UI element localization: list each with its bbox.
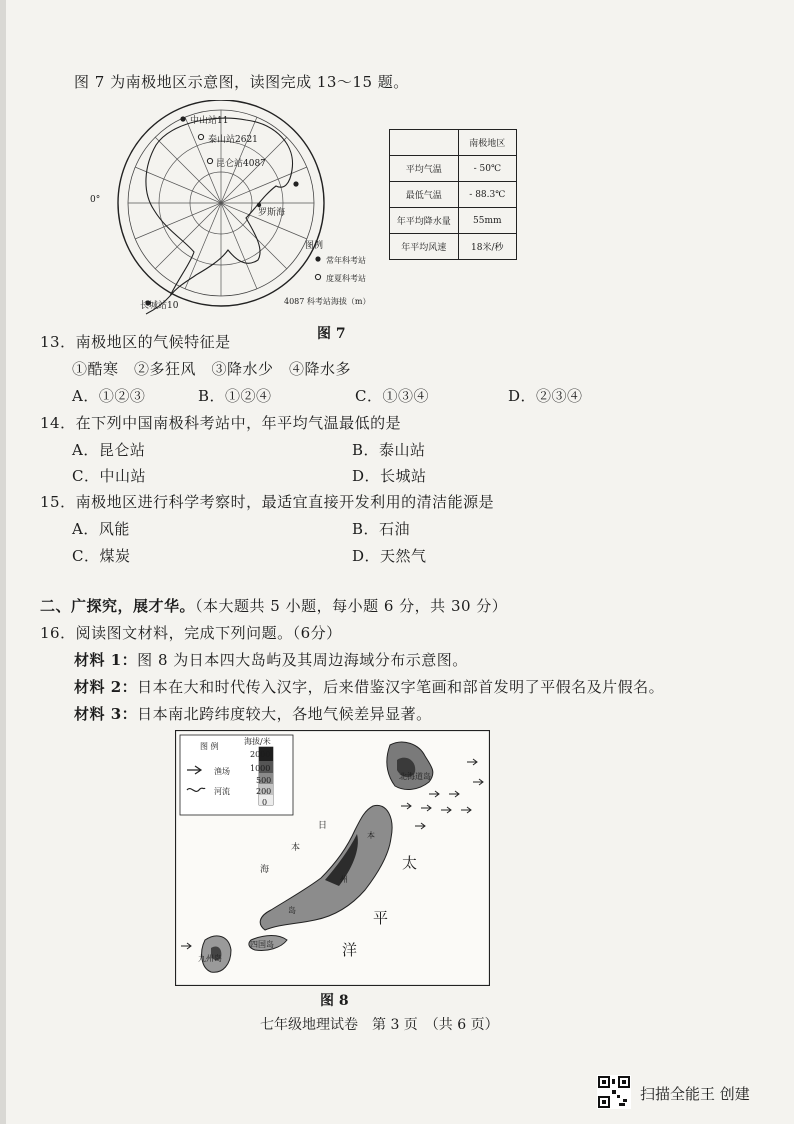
legend-fishing-label: 渔场 — [214, 767, 230, 776]
q15-stem: 15．南极地区进行科学考察时，最适宜直接开发利用的清洁能源是 — [40, 493, 495, 511]
q13-option-c: C．①③④ — [355, 387, 429, 405]
table-value: - 88.3℃ — [458, 182, 516, 208]
table-label: 最低气温 — [390, 182, 459, 208]
q13-option-d: D．②③④ — [508, 387, 583, 405]
q14-stem: 14．在下列中国南极科考站中，年平均气温最低的是 — [40, 414, 402, 432]
figure8-caption: 图 8 — [320, 993, 349, 1009]
taishan-station-icon — [198, 134, 203, 139]
ross-sea-label: 罗斯海 — [258, 208, 286, 218]
legend-year-round-icon — [315, 256, 320, 261]
q16-stem: 16．阅读图文材料，完成下列问题。（6分） — [40, 624, 342, 642]
station-dot-icon — [293, 181, 298, 186]
material3-text: 日本南北跨纬度较大，各地气候差异显著。 — [137, 705, 432, 723]
q16-material1 — [74, 649, 468, 670]
zhongshan-station-icon — [180, 116, 185, 121]
elevation-tick: 200 — [256, 787, 272, 796]
table-row — [390, 234, 517, 260]
pacific-label-2: 平 — [373, 909, 389, 927]
q13-option-b: B．①②④ — [198, 387, 272, 405]
fig8-legend-title: 图 例 — [200, 742, 219, 751]
qr-code-icon — [597, 1075, 631, 1109]
honshu-label-3: 岛 — [288, 906, 296, 915]
honshu-label-2: 州 — [340, 875, 348, 884]
q13-stem: 13．南极地区的气候特征是 — [40, 333, 231, 351]
material3-label: 材料 3： — [74, 705, 138, 723]
section2-note: （本大题共 5 小题，每小题 6 分，共 30 分） — [195, 597, 508, 615]
honshu-label-1: 本 — [367, 831, 375, 840]
table-value: 55mm — [458, 208, 516, 234]
q15-option-b: B．石油 — [352, 520, 411, 538]
kyushu-label: 九州岛 — [198, 954, 222, 963]
q16-material3 — [74, 703, 432, 724]
sea-of-japan-label-1: 日 — [318, 821, 328, 831]
elevation-tick: 500 — [256, 776, 272, 785]
changcheng-station-label: 长城站10 — [140, 301, 179, 311]
table-label: 平均气温 — [390, 156, 459, 182]
q15-option-c: C．煤炭 — [72, 547, 131, 565]
kunlun-station-label: 昆仑站4087 — [216, 159, 266, 169]
section2-heading — [40, 595, 507, 616]
kunlun-station-icon — [207, 158, 212, 163]
pacific-label-1: 太 — [402, 854, 418, 872]
taishan-station-label: 泰山站2621 — [208, 135, 258, 145]
hokkaido-label: 北海道岛 — [399, 772, 431, 781]
section2-title: 二、广探究，展才华。 — [40, 597, 196, 615]
q15-option-d: D．天然气 — [352, 547, 427, 565]
intro-text: 图 7 为南极地区示意图，读图完成 13～15 题。 — [74, 73, 409, 91]
material2-label: 材料 2： — [74, 678, 138, 696]
sea-of-japan-label-3: 海 — [260, 865, 270, 875]
table-row — [390, 208, 517, 234]
elevation-tick: 1000 — [250, 764, 271, 773]
q14-option-d: D．长城站 — [352, 467, 427, 485]
table-cell — [390, 130, 459, 156]
material1-label: 材料 1： — [74, 651, 138, 669]
elevation-tick: 2000 — [250, 750, 271, 759]
elevation-tick: 0 — [262, 798, 268, 807]
q14-option-b: B．泰山站 — [352, 441, 426, 459]
q15-option-a: A．风能 — [72, 520, 130, 538]
material2-text: 日本在大和时代传入汉字，后来借鉴汉字笔画和部首发明了平假名及片假名。 — [137, 678, 665, 696]
figure7-caption: 图 7 — [317, 326, 346, 342]
legend-summer-label: 度夏科考站 — [326, 274, 366, 283]
q16-material2 — [74, 676, 664, 697]
table-value: 18米/秒 — [458, 234, 516, 260]
legend-elevation-label: 4087 科考站海拔（m） — [284, 297, 371, 306]
material1-text: 图 8 为日本四大岛屿及其周边海域分布示意图。 — [137, 651, 468, 669]
legend-river-label: 河流 — [214, 787, 230, 796]
q14-option-c: C．中山站 — [72, 467, 146, 485]
table-label: 年平均降水量 — [390, 208, 459, 234]
antarctic-climate-table — [389, 129, 517, 260]
pacific-label-3: 洋 — [342, 941, 358, 959]
zhongshan-station-label: 中山站11 — [190, 116, 229, 126]
sea-of-japan-label-2: 本 — [291, 843, 301, 853]
legend-summer-icon — [315, 274, 320, 279]
page-footer: 七年级地理试卷 第 3 页 （共 6 页） — [260, 1017, 499, 1033]
legend-year-round-label: 常年科考站 — [326, 256, 366, 265]
table-value: - 50℃ — [458, 156, 516, 182]
meridian-label: 0° — [90, 195, 101, 205]
scanner-watermark: 扫描全能王 创建 — [640, 1085, 750, 1103]
table-header: 南极地区 — [458, 130, 516, 156]
shikoku-label: 四国岛 — [250, 940, 274, 949]
table-row — [390, 156, 517, 182]
table-label: 年平均风速 — [390, 234, 459, 260]
q13-option-a: A．①②③ — [72, 387, 146, 405]
table-row — [390, 182, 517, 208]
q14-option-a: A．昆仑站 — [72, 441, 146, 459]
table-row — [390, 130, 517, 156]
scan-edge — [0, 0, 6, 1124]
elevation-title: 海拔/米 — [244, 737, 271, 746]
q13-items: ①酷寒 ②多狂风 ③降水少 ④降水多 — [72, 360, 352, 378]
fig7-legend-title: 图例 — [305, 241, 324, 251]
